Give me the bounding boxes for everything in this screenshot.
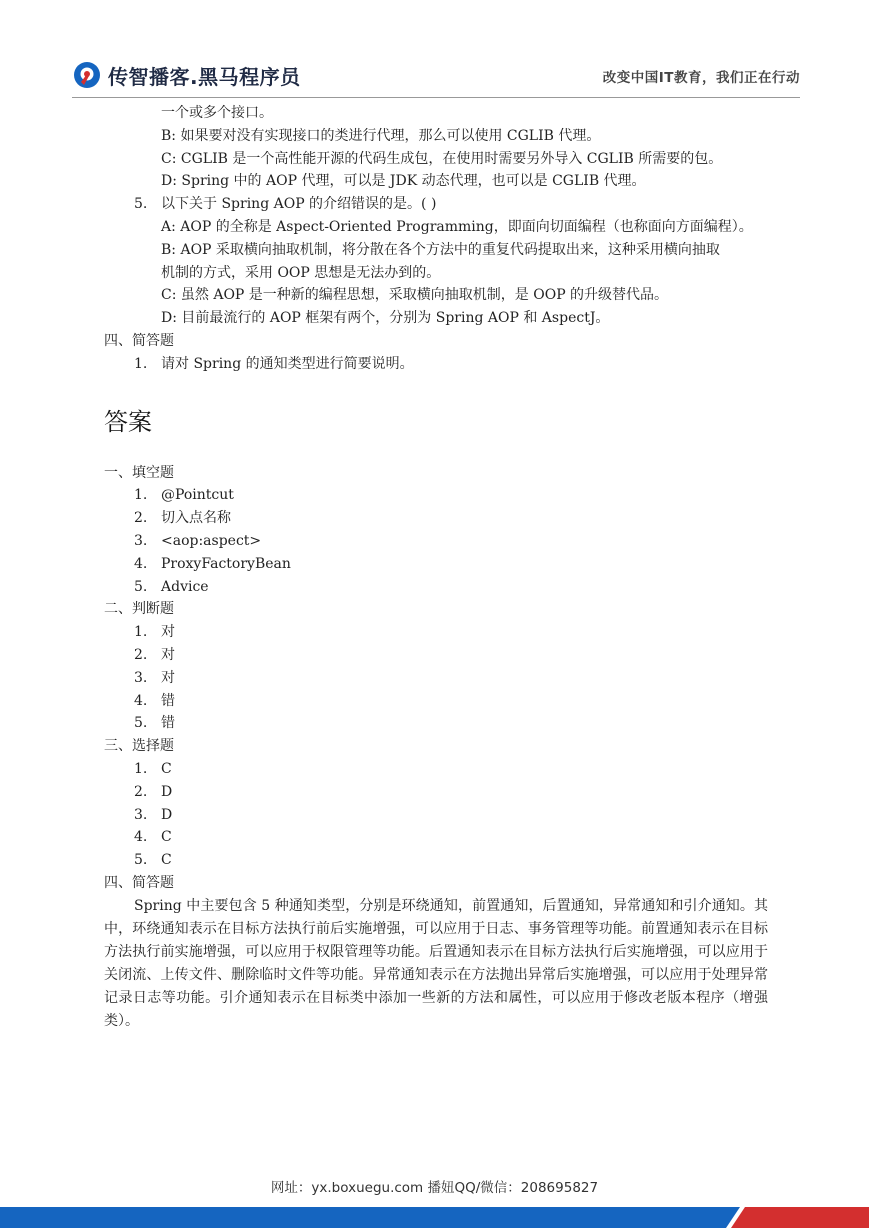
question-text: 请对 Spring 的通知类型进行简要说明。 xyxy=(161,355,414,372)
section-heading: 四、简答题 xyxy=(104,874,174,891)
option-line: C: 虽然 AOP 是一种新的编程思想，采取横向抽取机制，是 OOP 的升级替代品。 xyxy=(161,287,669,304)
header-divider xyxy=(72,97,800,98)
answer-item xyxy=(104,644,769,667)
answer-number: 3. xyxy=(134,669,148,686)
logo-text: 传智播客.黑马程序员 xyxy=(108,64,301,89)
answer-number: 1. xyxy=(134,487,148,504)
answer-item xyxy=(104,530,769,553)
answer-item xyxy=(104,553,769,576)
answer-text: 切入点名称 xyxy=(161,510,231,527)
answer-number: 4. xyxy=(134,555,148,572)
question-text: 以下关于 Spring AOP 的介绍错误的是。( ) xyxy=(161,196,437,213)
answer-text: 对 xyxy=(161,624,175,641)
option-line: 一个或多个接口。 xyxy=(161,105,273,121)
answer-text: D xyxy=(161,783,173,800)
answer-item xyxy=(104,826,769,849)
footer-bar xyxy=(0,1207,869,1228)
answer-text: @Pointcut xyxy=(161,487,234,504)
answer-item xyxy=(104,712,769,735)
document-body xyxy=(104,102,769,1033)
option-line: C: CGLIB 是一个高性能开源的代码生成包，在使用时需要另外导入 CGLIB 所需要的包。 xyxy=(161,150,723,167)
answer-item xyxy=(104,758,769,781)
logo-icon xyxy=(72,60,102,90)
answer-number: 2. xyxy=(134,646,148,663)
answer-text: C xyxy=(161,852,172,869)
brand-logo xyxy=(72,60,301,90)
answer-item xyxy=(104,667,769,690)
question-5 xyxy=(104,193,769,216)
option-line: 机制的方式，采用 OOP 思想是无法办到的。 xyxy=(161,264,441,281)
answer-item xyxy=(104,690,769,713)
option-line: A: AOP 的全称是 Aspect-Oriented Programming，即面向切面编程（也称面向方面编程）。 xyxy=(161,218,753,235)
option-line: B: AOP 采取横向抽取机制，将分散在各个方法中的重复代码提取出来，这种采用横向抽取 xyxy=(161,241,720,258)
answer-item xyxy=(104,804,769,827)
answer-item xyxy=(104,621,769,644)
answer-number: 2. xyxy=(134,510,148,527)
answer-item xyxy=(104,484,769,507)
answer-item xyxy=(104,507,769,530)
answer-number: 2. xyxy=(134,783,148,800)
footer-contact: 网址：yx.boxuegu.com 播妞QQ/微信：208695827 xyxy=(270,1180,599,1196)
answer-number: 5. xyxy=(134,715,148,732)
answer-number: 3. xyxy=(134,532,148,549)
answer-text: 错 xyxy=(161,692,175,709)
answer-number: 5. xyxy=(134,578,148,595)
answer-text: 错 xyxy=(161,715,175,732)
answers-title: 答案 xyxy=(104,407,152,436)
section-heading: 三、选择题 xyxy=(104,738,174,755)
answer-text: C xyxy=(161,760,172,777)
section-heading: 四、简答题 xyxy=(104,332,174,349)
page-header xyxy=(0,0,869,100)
question-number: 5. xyxy=(134,196,148,213)
option-line: D: 目前最流行的 AOP 框架有两个，分别为 Spring AOP 和 AspectJ。 xyxy=(161,310,610,327)
answer-text: 对 xyxy=(161,646,175,663)
question-number: 1. xyxy=(134,355,148,372)
answer-number: 4. xyxy=(134,829,148,846)
section-heading: 一、填空题 xyxy=(104,464,174,481)
answer-text: 对 xyxy=(161,669,175,686)
answer-item xyxy=(104,576,769,599)
answer-number: 3. xyxy=(134,806,148,823)
answer-text: C xyxy=(161,829,172,846)
section-heading: 二、判断题 xyxy=(104,601,174,618)
answer-text: <aop:aspect> xyxy=(161,532,262,549)
header-slogan: 改变中国IT教育，我们正在行动 xyxy=(602,70,800,86)
answer-number: 5. xyxy=(134,852,148,869)
answer-item xyxy=(104,849,769,872)
answer-item xyxy=(104,781,769,804)
answer-paragraph: Spring 中主要包含 5 种通知类型，分别是环绕通知，前置通知，后置通知，异常通知和引介通知。其中，环绕通知表示在目标方法执行前后实施增强，可以应用于日志、事务管理等功能。前置通知表示在目标方法执行前实施增强，可以应用于权限管理等功能。后置通知表示在目标方法执行后实施增强，可以应用于关闭流、上传文件、删除临时文件等功能。异常通知表示在方法抛出异常后实施增强，可以应用于处理异常记录日志等功能。引介通知表示在目标类中添加一些新的方法和属性，可以应用于修改老版本程序（增强类）。 xyxy=(104,897,768,1029)
answer-number: 1. xyxy=(134,760,148,777)
option-line: B: 如果要对没有实现接口的类进行代理，那么可以使用 CGLIB 代理。 xyxy=(161,127,601,144)
question-item xyxy=(104,353,769,376)
option-line: D: Spring 中的 AOP 代理，可以是 JDK 动态代理，也可以是 CGLIB 代理。 xyxy=(161,173,646,190)
answer-text: ProxyFactoryBean xyxy=(161,555,291,572)
answer-number: 4. xyxy=(134,692,148,709)
answer-number: 1. xyxy=(134,624,148,641)
answer-text: D xyxy=(161,806,173,823)
answer-text: Advice xyxy=(161,578,209,595)
